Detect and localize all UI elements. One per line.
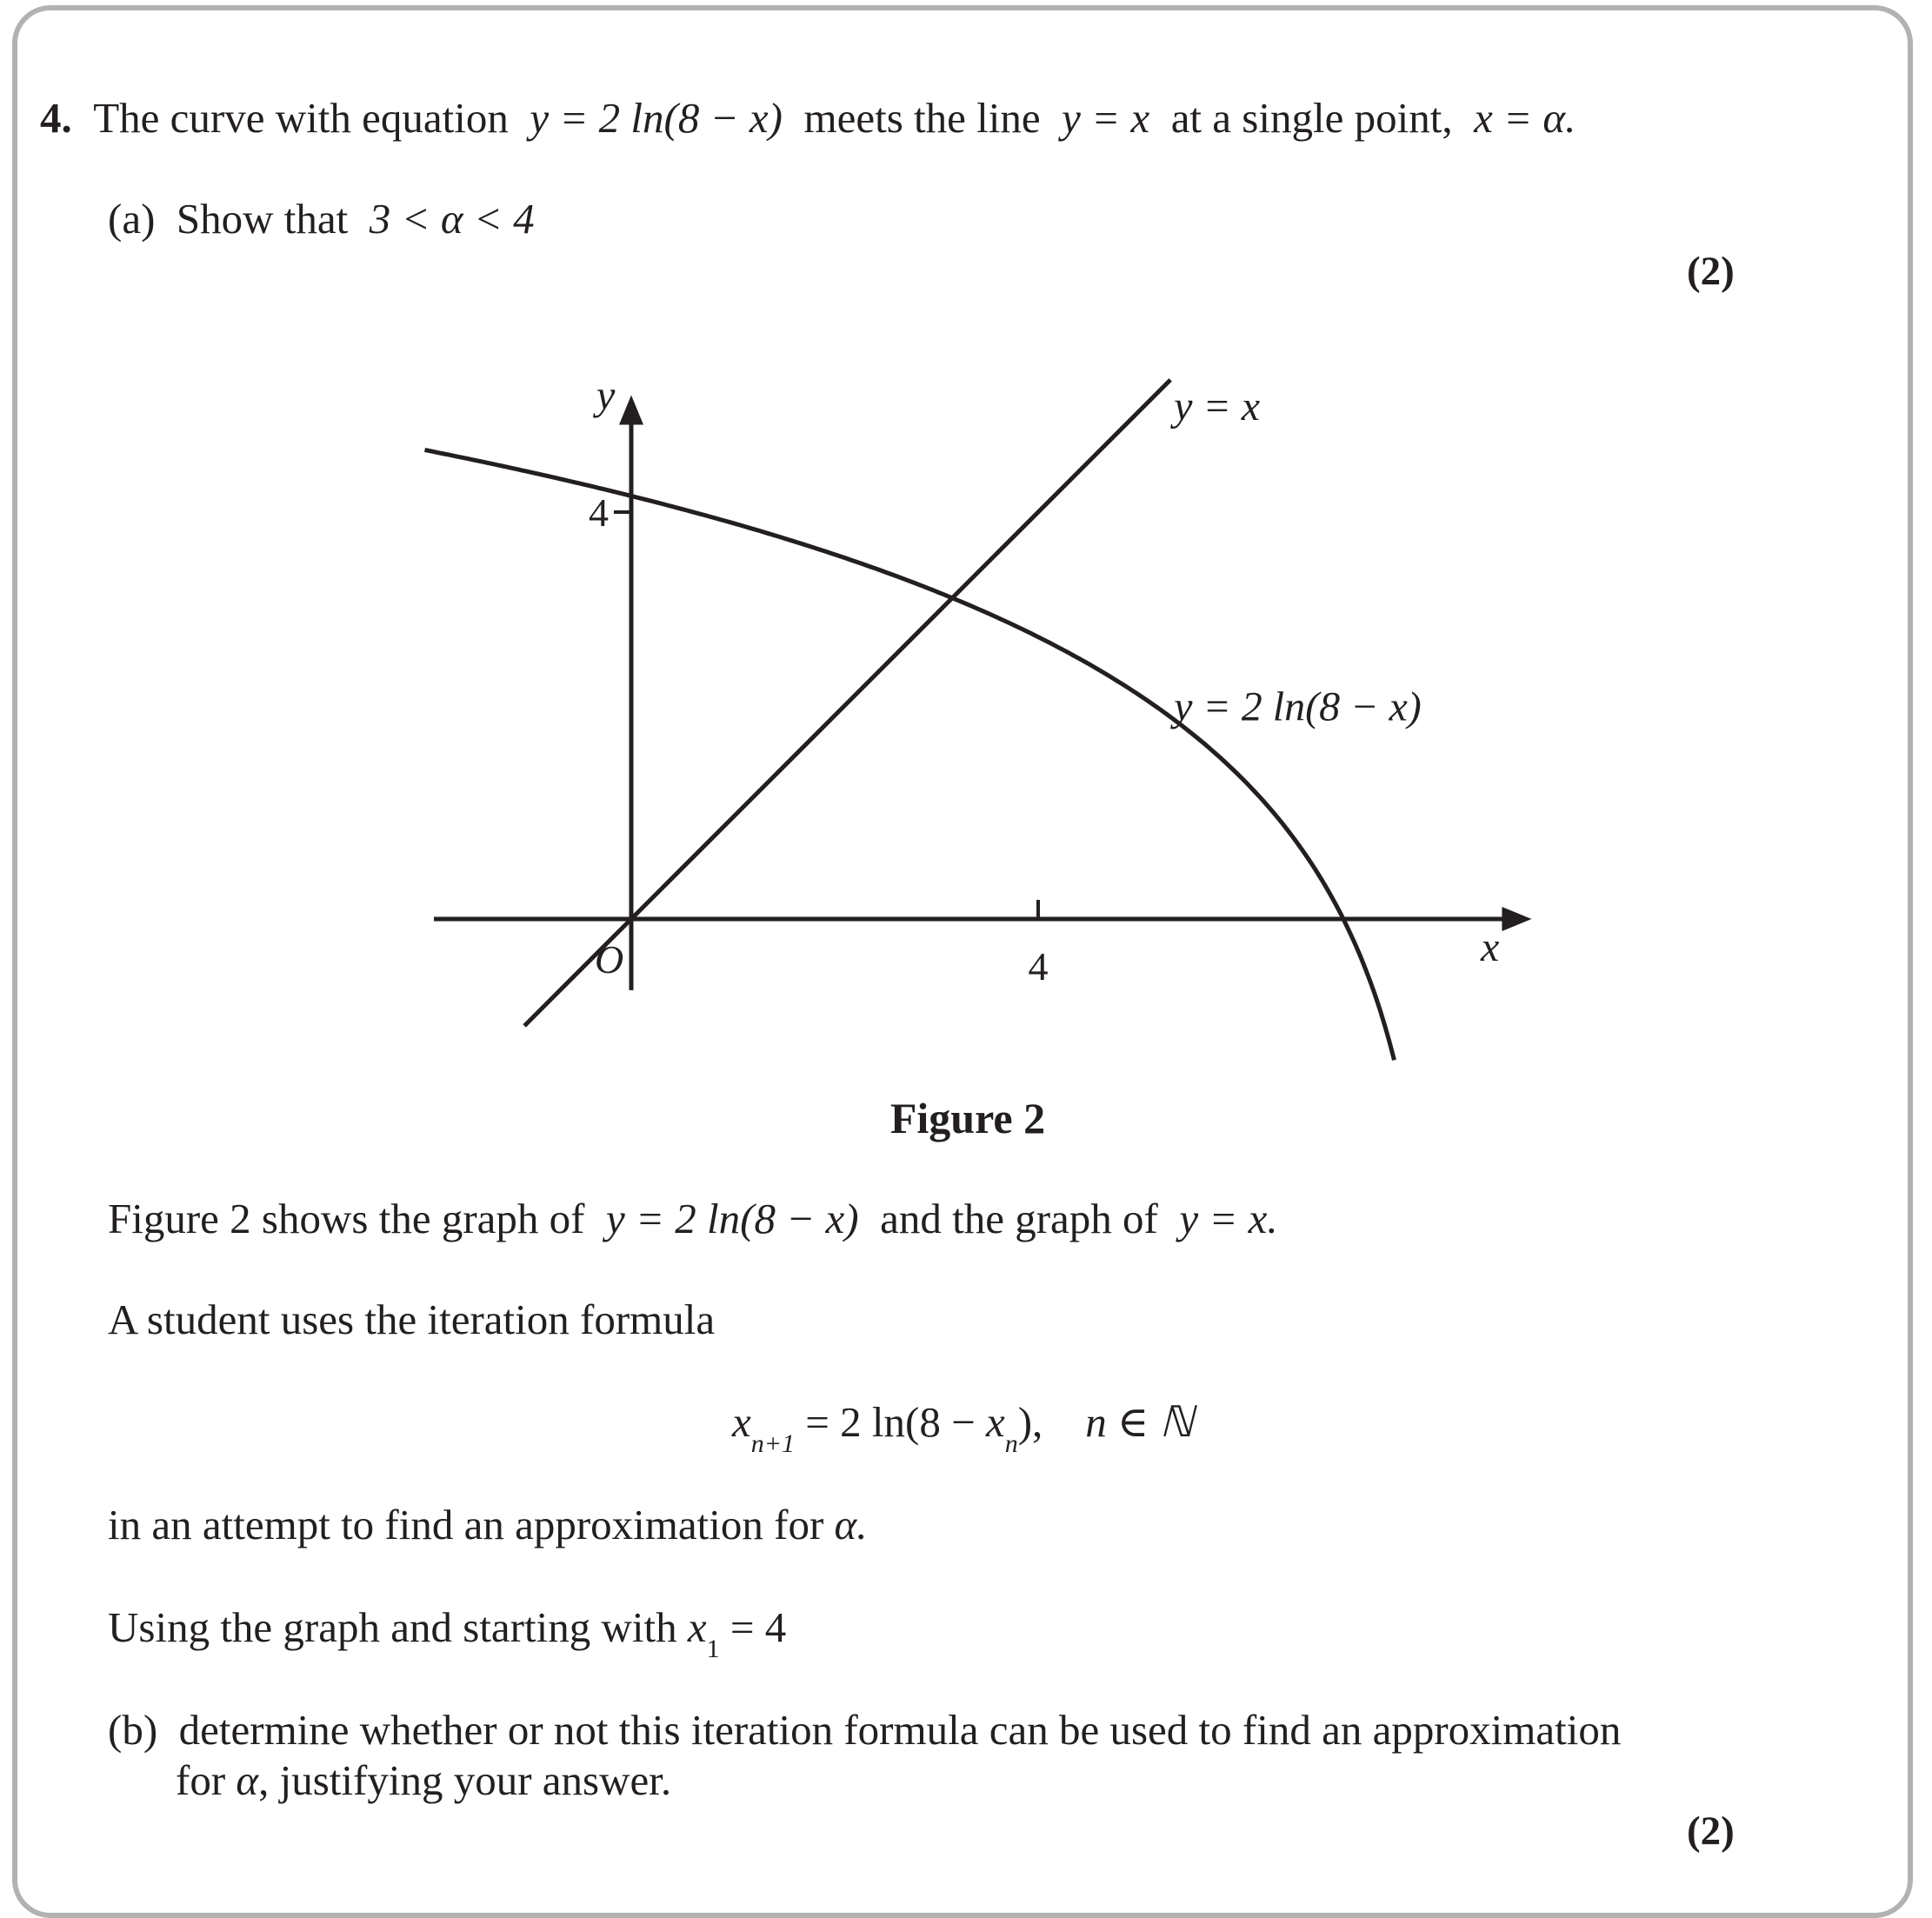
part-b-line-1 [108, 1704, 1621, 1756]
formula-subscript-n-plus-1: n+1 [750, 1429, 795, 1458]
p1-equation-curve: y = 2 ln(8 − x) [605, 1195, 859, 1242]
p3-text: in an attempt to find an approximation for [108, 1501, 824, 1548]
p1-equation-line: y = x. [1179, 1195, 1278, 1242]
formula-xn: x [985, 1398, 1005, 1446]
part-a-label: (a) [108, 195, 156, 243]
p3-alpha: α. [834, 1501, 868, 1548]
y-axis-arrowhead [619, 395, 643, 424]
part-b-marks: (2) [1687, 1808, 1735, 1854]
part-b-label: (b) [108, 1706, 158, 1754]
stem-point-equation: x = α. [1474, 94, 1576, 142]
stem-curve-equation: y = 2 ln(8 − x) [530, 94, 783, 142]
iteration-formula [732, 1396, 1194, 1458]
formula-end: ), [1017, 1398, 1043, 1446]
x-tick-label-4: 4 [1028, 944, 1049, 989]
stem-text-a: The curve with equation [93, 94, 509, 142]
part-a-marks: (2) [1687, 249, 1735, 294]
formula-domain: n ∈ ℕ [1085, 1398, 1194, 1446]
part-b-text-1: determine whether or not this iteration formula can be used to find an approximation [178, 1706, 1622, 1754]
question-number: 4. [40, 94, 72, 142]
stem-text-c: at a single point, [1170, 94, 1453, 142]
p4-value: = 4 [719, 1603, 787, 1651]
x-axis-label: x [1480, 924, 1500, 970]
series-curve-2ln-8-minus-x [425, 450, 1395, 1061]
p4-text: Using the graph and starting with [108, 1603, 677, 1651]
part-b-line-2 [176, 1755, 671, 1807]
origin-label: O [595, 937, 624, 982]
p4-subscript: 1 [706, 1635, 720, 1663]
paragraph-starting-value [108, 1602, 787, 1663]
y-tick-label-4: 4 [589, 490, 609, 535]
paragraph-attempt [108, 1499, 868, 1551]
formula-middle: = 2 ln(8 − [795, 1398, 986, 1446]
part-b-for: for [176, 1756, 226, 1804]
p4-x: x [687, 1603, 707, 1651]
stem-text-b: meets the line [803, 94, 1041, 142]
paragraph-iteration-intro: A student uses the iteration formula [108, 1295, 716, 1343]
part-a-inequality: 3 < α < 4 [369, 195, 535, 243]
part-b-text-2: , justifying your answer. [258, 1756, 672, 1804]
p1-text-b: and the graph of [880, 1195, 1158, 1242]
line-label: y = x [1174, 383, 1261, 430]
p1-text-a: Figure 2 shows the graph of [108, 1195, 585, 1242]
part-a-text: Show that [176, 195, 349, 243]
x-axis-arrowhead [1502, 907, 1531, 931]
stem-line-equation: y = x [1062, 94, 1150, 142]
figure-caption: Figure 2 [889, 1094, 1046, 1142]
part-b-alpha: α [236, 1756, 259, 1804]
paragraph-figure-description [108, 1193, 1278, 1245]
y-axis-label: y [596, 372, 616, 419]
formula-x: x [732, 1398, 751, 1446]
curve-label: y = 2 ln(8 − x) [1174, 683, 1422, 730]
series-line-y-equals-x [524, 380, 1170, 1026]
formula-subscript-n: n [1004, 1429, 1018, 1458]
